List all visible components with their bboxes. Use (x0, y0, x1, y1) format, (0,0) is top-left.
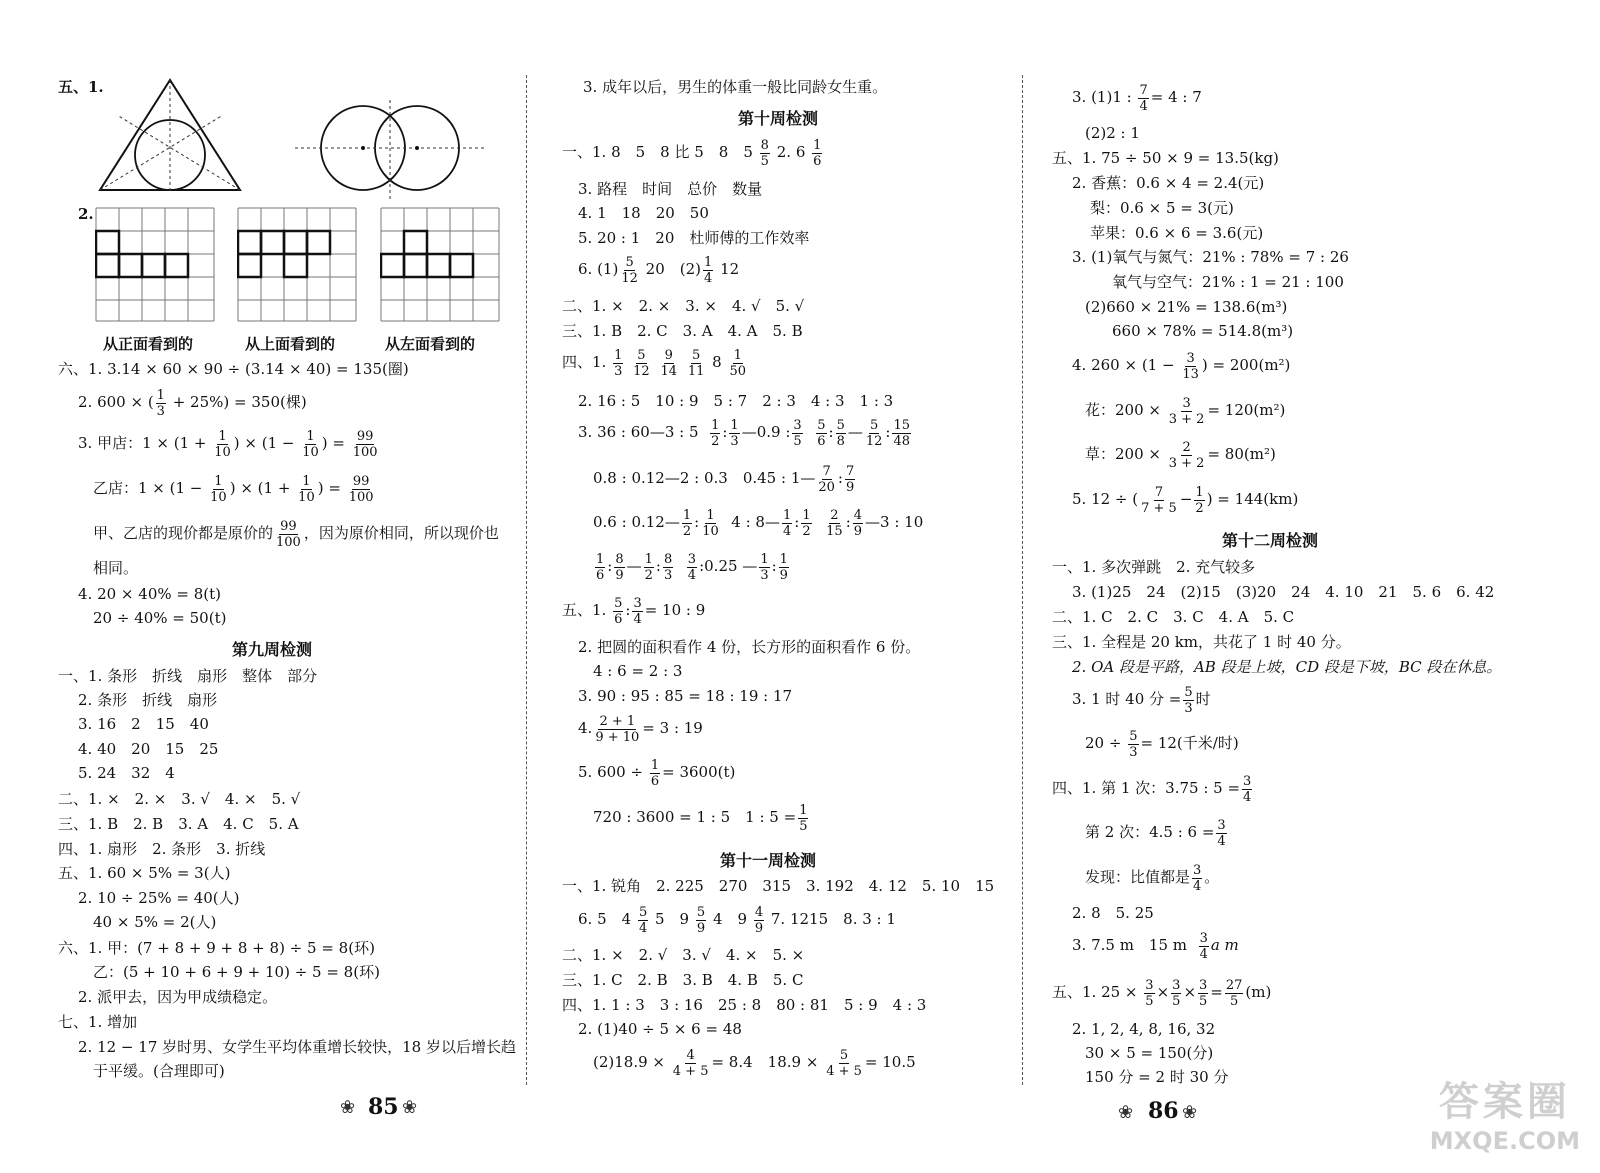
section-label: 五、1. (58, 78, 104, 96)
answer-line: 一、1. 8 5 8 比 5 8 5 $\frac{8}{5}$ 2. 6 $\frac{1}{6}$ (562, 137, 822, 169)
answer-line: 四、1. $\frac{1}{3}$ $\frac{5}{12}$ $\frac{9}{14}$ $\frac{5}{11}$ 8 $\frac{1}{50}$ (562, 347, 747, 379)
answer-line: 花：200 × $\frac{3}{3 + 2}$ = 120(m²) (1085, 395, 1286, 427)
answer-line: (2)660 × 21% = 138.6(m³) (1085, 298, 1288, 316)
answer-line: 六、1. 3.14 × 60 × 90 ÷ (3.14 × 40) = 135(圈) (58, 360, 409, 378)
answer-line: 5. 600 ÷ $\frac{1}{6}$ = 3600(t) (578, 757, 736, 789)
answer-line: 发现：比值都是 $\frac{3}{4}$ 。 (1085, 862, 1220, 894)
section-heading: 第九周检测 (232, 640, 313, 659)
answer-line: 4 : 6 = 2 : 3 (593, 662, 683, 680)
answer-line: $\frac{1}{6}$ : $\frac{8}{9}$ — $\frac{1}{2}$ : $\frac{8}{3}$ $\frac{3}{4}$ :0.25 — $\frac{1}{3}$ : $\frac{1}{9}$ (596, 551, 788, 583)
answer-line: 0.8 : 0.12—2 : 0.3 0.45 : 1— $\frac{7}{20}$ : $\frac{7}{9}$ (593, 463, 855, 495)
answer-line: 2. 12 − 17 岁时男、女学生平均体重增长较快，18 岁以后增长趋 (78, 1038, 516, 1056)
answer-line: 20 ÷ 40% = 50(t) (93, 609, 227, 627)
answer-line: 4. 260 × (1 − $\frac{3}{13}$ ) = 200(m²) (1072, 350, 1291, 382)
answer-line: 三、1. C 2. B 3. B 4. B 5. C (562, 971, 804, 989)
section-heading: 第十周检测 (738, 109, 819, 128)
answer-line: 三、1. B 2. B 3. A 4. C 5. A (58, 815, 299, 833)
column-separator (1022, 75, 1023, 1085)
answer-line: 六、1. 甲：(7 + 8 + 9 + 8 + 8) ÷ 5 = 8(环) (58, 939, 375, 957)
page-number: 86 (1148, 1098, 1179, 1124)
answer-line: 3. 36 : 60—3 : 5 $\frac{1}{2}$ : $\frac{1}{3}$ —0.9 : $\frac{3}{5}$ $\frac{5}{6}$ : $\frac{5}{8}$ — $\frac{5}{12}$ : $\frac{15}{48}$ (578, 417, 910, 449)
answer-line: 二、1. C 2. C 3. C 4. A 5. C (1052, 608, 1295, 626)
answer-line: 30 × 5 = 150(分) (1085, 1044, 1214, 1062)
answer-line: 一、1. 多次弹跳 2. 充气较多 (1052, 558, 1256, 576)
answer-line: 相同。 (93, 559, 139, 577)
view-caption: 从正面看到的 (103, 335, 194, 353)
top-view-grid (237, 207, 357, 322)
answer-line: 2. 条形 折线 扇形 (78, 691, 218, 709)
answer-line: 2. 16 : 5 10 : 9 5 : 7 2 : 3 4 : 3 1 : 3 (578, 392, 894, 410)
watermark: 答案圈 MXQE.COM (1429, 1079, 1580, 1155)
section-heading: 第十一周检测 (720, 851, 817, 870)
answer-line: 5. 24 32 4 (78, 764, 175, 782)
answer-line: 3. (1)1 : $\frac{7}{4}$ = 4 : 7 (1072, 82, 1202, 114)
answer-line: 6. (1) $\frac{5}{12}$ 20 (2) $\frac{1}{4}$ 12 (578, 254, 740, 286)
answer-line: 4. 20 × 40% = 8(t) (78, 585, 221, 603)
answer-line: 150 分 = 2 时 30 分 (1085, 1068, 1229, 1086)
section-heading: 第十二周检测 (1222, 531, 1319, 550)
answer-line: 20 ÷ $\frac{5}{3}$ = 12(千米/时) (1085, 728, 1239, 760)
page-ornament-icon: ❀ (1182, 1102, 1198, 1123)
answer-line: 2. 600 × ( $\frac{1}{3}$ + 25%) = 350(棵) (78, 387, 307, 419)
answer-line: 梨：0.6 × 5 = 3(元) (1090, 199, 1234, 217)
answer-line: 3. 16 2 15 40 (78, 715, 209, 733)
answer-line: 四、1. 第 1 次：3.75 : 5 = $\frac{3}{4}$ (1052, 773, 1252, 805)
view-caption: 从左面看到的 (385, 335, 476, 353)
answer-line: 4. 40 20 15 25 (78, 740, 219, 758)
answer-line: 5. 20 : 1 20 杜师傅的工作效率 (578, 229, 810, 247)
answer-line: 2. (1)40 ÷ 5 × 6 = 48 (578, 1020, 742, 1038)
answer-line: 3. (1)氧气与氮气：21% : 78% = 7 : 26 (1072, 248, 1349, 266)
answer-line: 草：200 × $\frac{2}{3 + 2}$ = 80(m²) (1085, 439, 1276, 471)
answer-line: 4. 1 18 20 50 (578, 204, 709, 222)
answer-line: 五、1. $\frac{5}{6}$ : $\frac{3}{4}$ = 10 : 9 (562, 595, 706, 627)
answer-line: 4. $\frac{2 + 1}{9 + 10}$ = 3 : 19 (578, 713, 703, 745)
answer-line: 2. 香蕉：0.6 × 4 = 2.4(元) (1072, 174, 1265, 192)
answer-line: (2)18.9 × $\frac{4}{4 + 5}$ = 8.4 18.9 × $\frac{5}{4 + 5}$ = 10.5 (593, 1047, 916, 1079)
answer-line: 3. 7.5 m 15 m $\frac{3}{4}$ a m (1072, 930, 1239, 962)
question-label: 2. (78, 205, 94, 223)
answer-line: 四、1. 1 : 3 3 : 16 25 : 8 80 : 81 5 : 9 4 : 3 (562, 996, 927, 1014)
answer-line: 2. 1, 2, 4, 8, 16, 32 (1072, 1020, 1216, 1038)
answer-line: 二、1. × 2. × 3. × 4. √ 5. √ (562, 297, 805, 315)
answer-line: 五、1. 75 ÷ 50 × 9 = 13.5(kg) (1052, 149, 1279, 167)
page-ornament-icon: ❀ (1118, 1102, 1134, 1123)
answer-line: 2. OA 段是平路，AB 段是上坡，CD 段是下坡，BC 段在休息。 (1072, 658, 1502, 676)
triangle-incircle-figure (95, 75, 245, 195)
view-caption: 从上面看到的 (245, 335, 336, 353)
answer-line: 于平缓。(合理即可) (93, 1062, 225, 1080)
answer-line: (2)2 : 1 (1085, 124, 1140, 142)
answer-line: 苹果：0.6 × 6 = 3.6(元) (1090, 224, 1264, 242)
answer-line: 3. 甲店：1 × (1 + $\frac{1}{10}$ ) × (1 − $\frac{1}{10}$ ) = $\frac{99}{100}$ (78, 428, 378, 460)
answer-line: 一、1. 锐角 2. 225 270 315 3. 192 4. 12 5. 10 15 (562, 877, 995, 895)
answer-line: 3. 1 时 40 分 = $\frac{5}{3}$ 时 (1072, 684, 1211, 716)
answer-line: 三、1. 全程是 20 km，共花了 1 时 40 分。 (1052, 633, 1351, 651)
page-ornament-icon: ❀ (340, 1097, 356, 1118)
answer-line: 720 : 3600 = 1 : 5 1 : 5 = $\frac{1}{5}$ (593, 802, 808, 834)
answer-line: 3. 路程 时间 总价 数量 (578, 180, 763, 198)
answer-line: 3. (1)25 24 (2)15 (3)20 24 4. 10 21 5. 6 6. 42 (1072, 583, 1495, 601)
column-separator (526, 75, 527, 1085)
front-view-grid (95, 207, 215, 322)
answer-line: 七、1. 增加 (58, 1013, 138, 1031)
answer-line: 6. 5 4 $\frac{5}{4}$ 5 9 $\frac{5}{9}$ 4 9 $\frac{4}{9}$ 7. 1215 8. 3 : 1 (578, 904, 896, 936)
two-circles-figure (295, 100, 485, 200)
left-view-grid (380, 207, 500, 322)
answer-line: 40 × 5% = 2(人) (93, 913, 217, 931)
page-ornament-icon: ❀ (402, 1097, 418, 1118)
answer-line: 五、1. 25 × $\frac{3}{5}$ × $\frac{3}{5}$ × $\frac{3}{5}$ = $\frac{27}{5}$ (m) (1052, 977, 1272, 1009)
answer-line: 5. 12 ÷ ( $\frac{7}{7 + 5}$ − $\frac{1}{2}$ ) = 144(km) (1072, 484, 1299, 516)
answer-line: 0.6 : 0.12— $\frac{1}{2}$ : $\frac{1}{10}$ 4 : 8— $\frac{1}{4}$ : $\frac{1}{2}$ $\frac{2}{15}$ : $\frac{4}{9}$ —3 : 10 (593, 507, 924, 539)
answer-line: 3. 成年以后，男生的体重一般比同龄女生重。 (583, 78, 888, 96)
answer-line: 3. 90 : 95 : 85 = 18 : 19 : 17 (578, 687, 793, 705)
answer-line: 三、1. B 2. C 3. A 4. A 5. B (562, 322, 803, 340)
answer-line: 氧气与空气：21% : 1 = 21 : 100 (1112, 273, 1344, 291)
answer-line: 2. 8 5. 25 (1072, 904, 1154, 922)
answer-line: 2. 把圆的面积看作 4 份，长方形的面积看作 6 份。 (578, 638, 921, 656)
answer-line: 660 × 78% = 514.8(m³) (1112, 322, 1294, 340)
answer-line: 2. 派甲去，因为甲成绩稳定。 (78, 988, 278, 1006)
answer-line: 二、1. × 2. × 3. √ 4. × 5. √ (58, 790, 301, 808)
answer-line: 四、1. 扇形 2. 条形 3. 折线 (58, 840, 266, 858)
answer-line: 一、1. 条形 折线 扇形 整体 部分 (58, 667, 318, 685)
answer-line: 乙店：1 × (1 − $\frac{1}{10}$ ) × (1 + $\frac{1}{10}$ ) = $\frac{99}{100}$ (93, 473, 374, 505)
answer-line: 乙：(5 + 10 + 6 + 9 + 10) ÷ 5 = 8(环) (93, 963, 380, 981)
page-number: 85 (368, 1094, 399, 1120)
answer-line: 2. 10 ÷ 25% = 40(人) (78, 889, 240, 907)
answer-line: 甲、乙店的现价都是原价的 $\frac{99}{100}$ ，因为原价相同，所以现价也 (93, 518, 499, 550)
answer-line: 五、1. 60 × 5% = 3(人) (58, 864, 231, 882)
answer-line: 二、1. × 2. √ 3. √ 4. × 5. × (562, 946, 805, 964)
answer-line: 第 2 次：4.5 : 6 = $\frac{3}{4}$ (1085, 817, 1226, 849)
